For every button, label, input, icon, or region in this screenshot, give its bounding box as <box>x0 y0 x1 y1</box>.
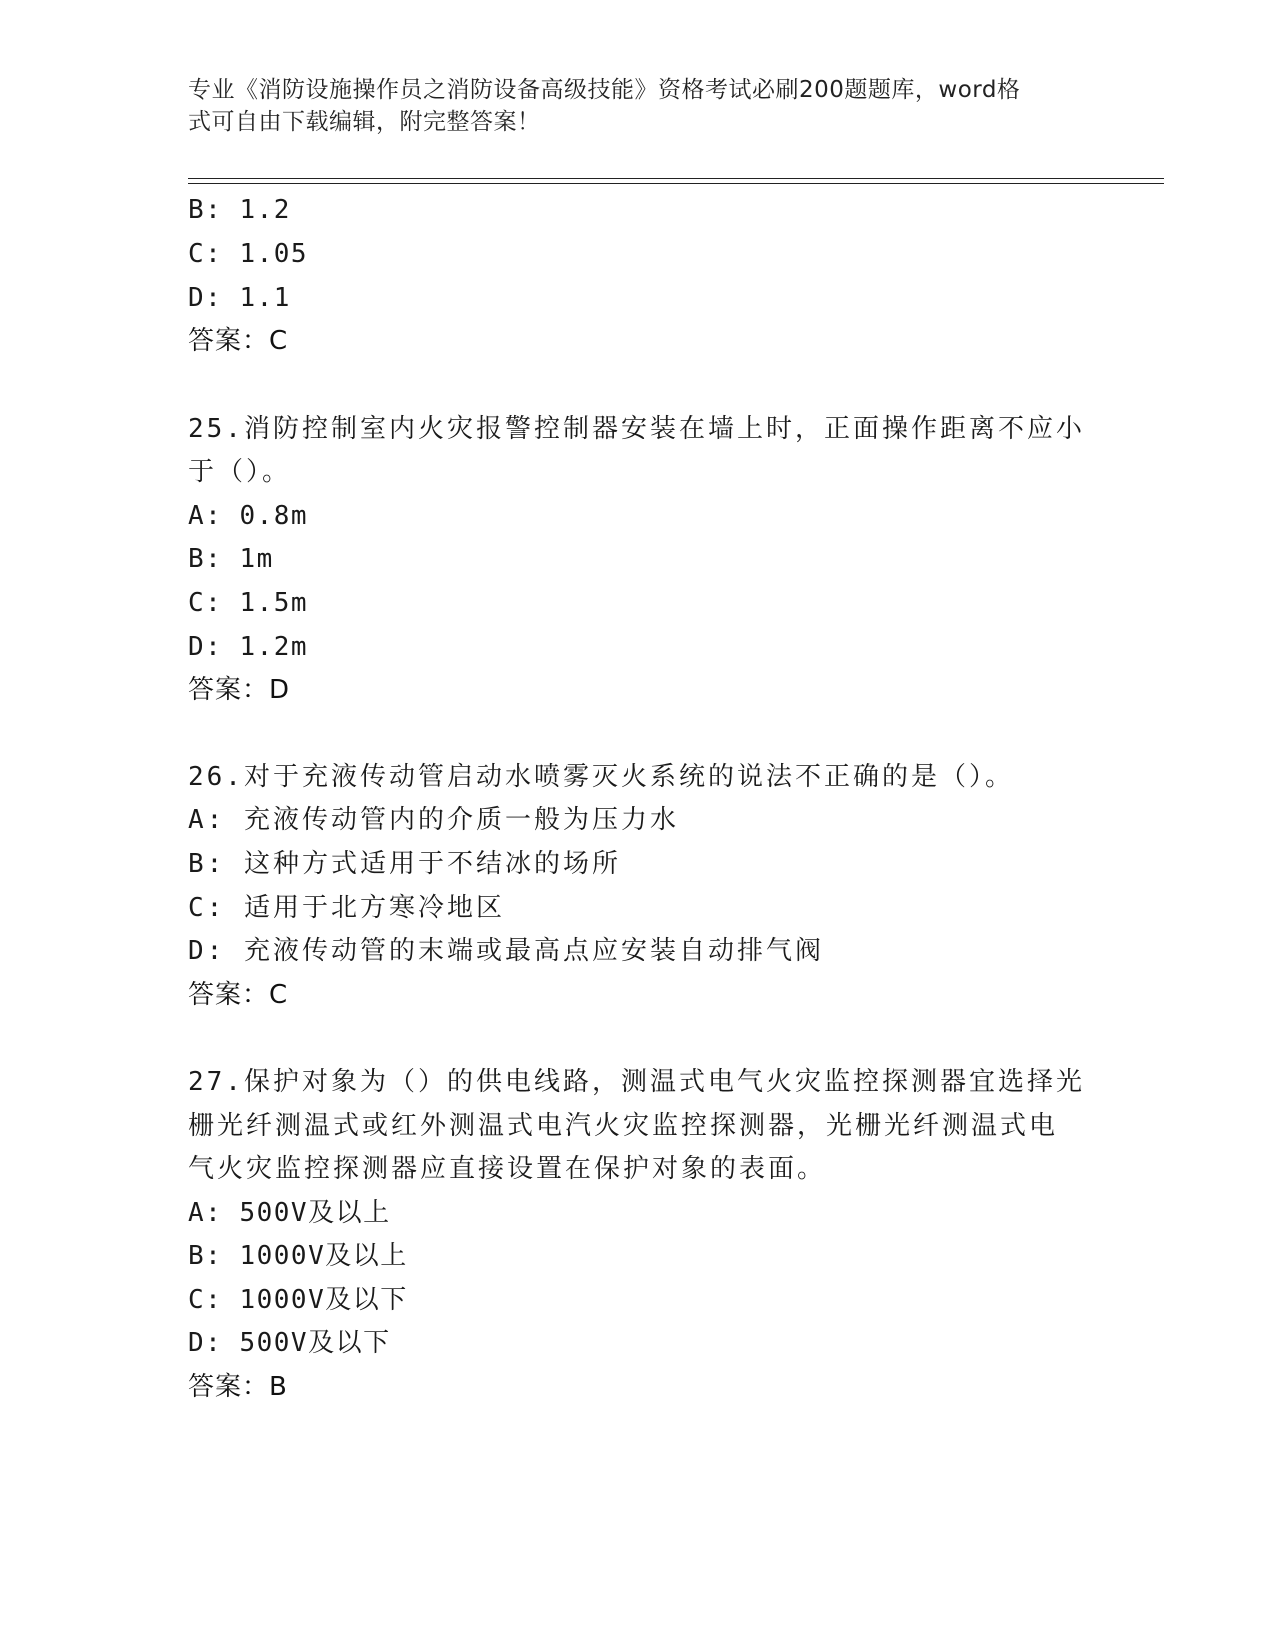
question-25-answer: 答案：D <box>188 675 291 705</box>
question-25-text-line-2: 于（）。 <box>188 457 292 487</box>
question-25-option-d: D: 1.2m <box>188 632 309 662</box>
question-26-option-b: B: 这种方式适用于不结冰的场所 <box>188 849 621 879</box>
question-26-option-c: C: 适用于北方寒冷地区 <box>188 893 505 923</box>
question-25-text-line-1: 25.消防控制室内火灾报警控制器安装在墙上时，正面操作距离不应小 <box>188 414 1085 444</box>
question-26-option-a: A: 充液传动管内的介质一般为压力水 <box>188 805 679 835</box>
question-26-answer: 答案：C <box>188 980 289 1010</box>
header-line-1: 专业《消防设施操作员之消防设备高级技能》资格考试必刷200题题库，word格 <box>188 77 1021 103</box>
answer-label: 答案：C <box>188 326 289 356</box>
header-divider-bottom <box>188 183 1164 184</box>
question-27-option-b: B: 1000V及以上 <box>188 1241 408 1271</box>
question-27-answer: 答案：B <box>188 1372 288 1402</box>
header-line-2: 式可自由下载编辑，附完整答案！ <box>188 109 541 135</box>
question-25-option-a: A: 0.8m <box>188 501 309 531</box>
question-27-text-line-3: 气火灾监控探测器应直接设置在保护对象的表面。 <box>188 1154 827 1184</box>
question-25-option-b: B: 1m <box>188 544 274 574</box>
question-27-option-d: D: 500V及以下 <box>188 1328 391 1358</box>
question-27-text-line-1: 27.保护对象为（）的供电线路，测温式电气火灾监控探测器宜选择光 <box>188 1067 1085 1097</box>
question-26-option-d: D: 充液传动管的末端或最高点应安装自动排气阀 <box>188 936 824 966</box>
question-27-option-a: A: 500V及以上 <box>188 1198 391 1228</box>
header-divider-top <box>188 178 1164 179</box>
option-c: C: 1.05 <box>188 239 309 269</box>
question-26-text-line-1: 26.对于充液传动管启动水喷雾灭火系统的说法不正确的是（）。 <box>188 762 1014 792</box>
option-d: D: 1.1 <box>188 283 291 313</box>
option-b: B: 1.2 <box>188 195 291 225</box>
document-header <box>188 74 1088 138</box>
question-25-option-c: C: 1.5m <box>188 588 309 618</box>
question-27-text-line-2: 栅光纤测温式或红外测温式电汽火灾监控探测器，光栅光纤测温式电 <box>188 1111 1059 1141</box>
question-27-option-c: C: 1000V及以下 <box>188 1285 408 1315</box>
